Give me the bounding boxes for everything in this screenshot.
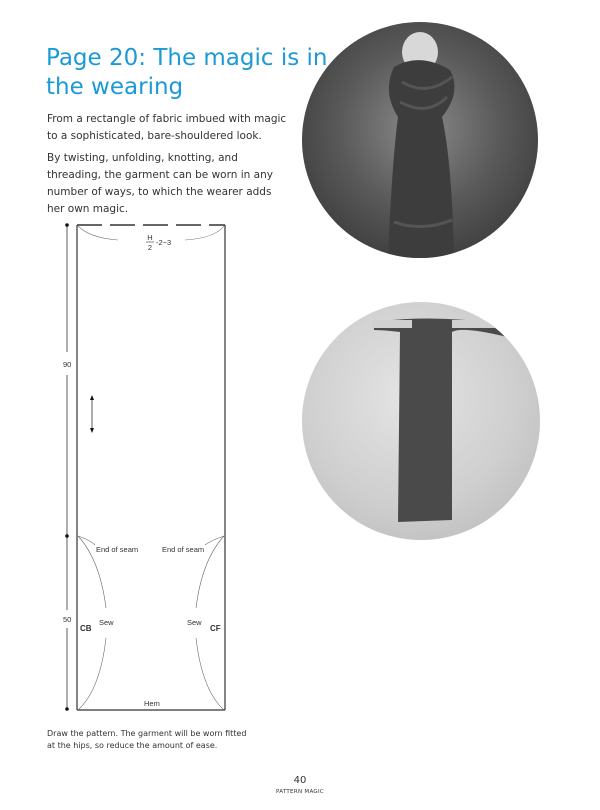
formula-denominator: 2 [147, 243, 153, 252]
length-lower: 50 [63, 615, 72, 624]
book-title-footer: PATTERN MAGIC [275, 789, 325, 795]
rectangle-garment-illustration [302, 302, 540, 540]
body-paragraph: By twisting, unfolding, knotting, and threading, the garment can be worn in any number of ways, to which the wearer adds her own magic. [47, 152, 273, 215]
page-number: 40 [293, 775, 307, 786]
draped-garment-illustration [302, 22, 538, 258]
pattern-diagram [0, 0, 300, 720]
center-front-label: CF [210, 624, 221, 633]
end-of-seam-left: End of seam [96, 545, 139, 554]
sew-right: Sew [187, 618, 202, 627]
length-upper: 90 [63, 360, 72, 369]
center-back-label: CB [80, 624, 92, 633]
intro-paragraph: From a rectangle of fabric imbued with magic to a sophisticated, bare-shouldered look. [47, 113, 287, 142]
formula-remainder: -2~3 [156, 238, 172, 247]
page-title: Page 20: The magic is in the wearing [46, 45, 328, 100]
pattern-caption: Draw the pattern. The garment will be worn fitted at the hips, so reduce the amount of ease. [47, 729, 247, 750]
hem-label: Hem [144, 699, 160, 708]
end-of-seam-right: End of seam [162, 545, 205, 554]
sew-left: Sew [99, 618, 114, 627]
garment-photo-draped [302, 22, 538, 258]
garment-photo-rectangle [302, 302, 540, 540]
formula-numerator: H [147, 233, 153, 242]
